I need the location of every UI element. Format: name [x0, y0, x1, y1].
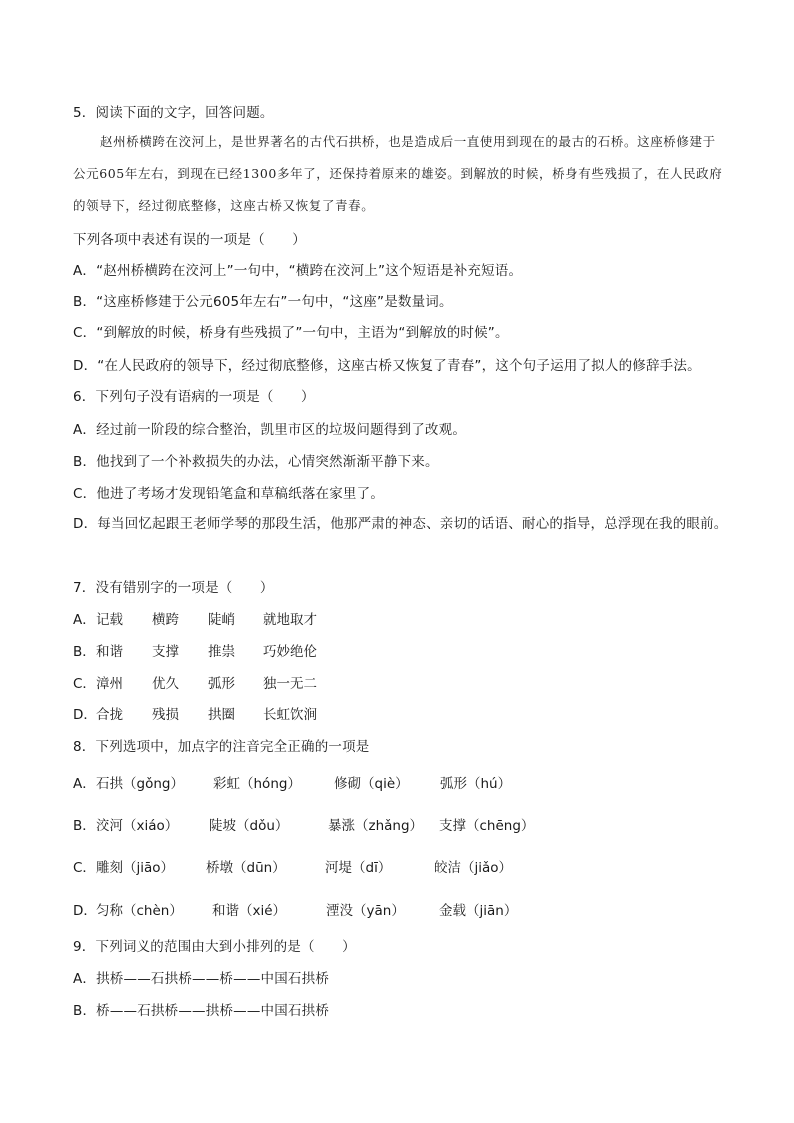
q5-option-d: D．“在人民政府的领导下，经过彻底整修，这座古桥又恢复了青春”，这个句子运用了拟人的修辞手法。	[73, 358, 701, 374]
word: 推祟	[208, 644, 235, 660]
q7-title: 7．没有错别字的一项是（ ）	[73, 580, 274, 596]
word: 桥墩（dūn）	[206, 860, 286, 876]
option-label: C．	[73, 676, 96, 692]
option-label: B．	[73, 644, 96, 660]
word: 合拢	[96, 707, 123, 723]
word: 就地取才	[263, 612, 317, 628]
option-label: B．	[73, 818, 96, 834]
word: 长虹饮涧	[263, 707, 317, 723]
q6-option-c: C．他进了考场才发现铅笔盒和草稿纸落在家里了。	[73, 486, 385, 502]
word: 湮没（yān）	[326, 903, 405, 919]
word: 河堤（dī）	[325, 860, 392, 876]
option-label: A．	[73, 776, 96, 792]
word: 皎洁（jiǎo）	[434, 860, 513, 876]
q9-option-b: B．桥——石拱桥——拱桥——中国石拱桥	[73, 1003, 330, 1019]
word: 陡峭	[208, 612, 235, 628]
word: 残损	[152, 707, 179, 723]
word: 金载（jiān）	[439, 903, 518, 919]
word: 弧形（hú）	[440, 776, 512, 792]
q9-option-a: A．拱桥——石拱桥——桥——中国石拱桥	[73, 971, 330, 987]
option-label: D．	[73, 707, 97, 723]
word: 石拱（gǒng）	[96, 776, 184, 792]
q5-title: 5．阅读下面的文字，回答问题。	[73, 105, 274, 121]
option-label: C．	[73, 860, 96, 876]
q5-option-b: B．“这座桥修建于公元605年左右”一句中，“这座”是数量词。	[73, 294, 453, 310]
q6-option-b: B．他找到了一个补救损失的办法，心情突然渐渐平静下来。	[73, 454, 439, 470]
word: 暴涨（zhǎng）	[328, 818, 424, 834]
q6-option-a: A．经过前一阶段的综合整治，凯里市区的垃圾问题得到了改观。	[73, 422, 467, 438]
option-label: A．	[73, 612, 96, 628]
word: 支撑（chēng）	[439, 818, 535, 834]
word: 独一无二	[263, 676, 317, 692]
q5-option-a: A．“赵州桥横跨在洨河上”一句中，“横跨在洨河上”这个短语是补充短语。	[73, 263, 523, 279]
q8-title: 8．下列选项中，加点字的注音完全正确的一项是	[73, 739, 370, 755]
word: 记载	[96, 612, 123, 628]
q5-passage: 赵州桥横跨在洨河上，是世界著名的古代石拱桥，也是造成后一直使用到现在的最古的石桥。这座桥修建于公元605年左右，到现在已经1300多年了，还保持着原来的雄姿。到解放的时候，桥身有些残损了，在人民政府的领导下，经过彻底整修，这座古桥又恢复了青春。	[73, 134, 723, 213]
q5-option-c: C．“到解放的时候，桥身有些残损了”一句中，主语为“到解放的时候”。	[73, 325, 509, 341]
q5-stem: 下列各项中表述有误的一项是（ ）	[73, 232, 306, 248]
word: 和谐（xié）	[212, 903, 287, 919]
q6-option-d: D．每当回忆起跟王老师学琴的那段生活，他那严肃的神态、亲切的话语、耐心的指导，总浮现在我的眼前。	[73, 516, 728, 532]
word: 彩虹（hóng）	[213, 776, 301, 792]
word: 横跨	[152, 612, 179, 628]
word: 修砌（qiè）	[334, 776, 409, 792]
q6-title: 6．下列句子没有语病的一项是（ ）	[73, 389, 315, 405]
word: 洨河（xiáo）	[96, 818, 179, 834]
option-label: D．	[73, 903, 97, 919]
word: 支撑	[152, 644, 179, 660]
word: 雕刻（jiāo）	[96, 860, 175, 876]
word: 匀称（chèn）	[96, 903, 183, 919]
word: 拱圈	[208, 707, 235, 723]
word: 优久	[152, 676, 179, 692]
word: 漳州	[96, 676, 123, 692]
word: 和谐	[96, 644, 123, 660]
word: 巧妙绝伦	[263, 644, 317, 660]
word: 弧形	[208, 676, 235, 692]
q9-title: 9．下列词义的范围由大到小排列的是（ ）	[73, 939, 356, 955]
word: 陡坡（dǒu）	[209, 818, 289, 834]
